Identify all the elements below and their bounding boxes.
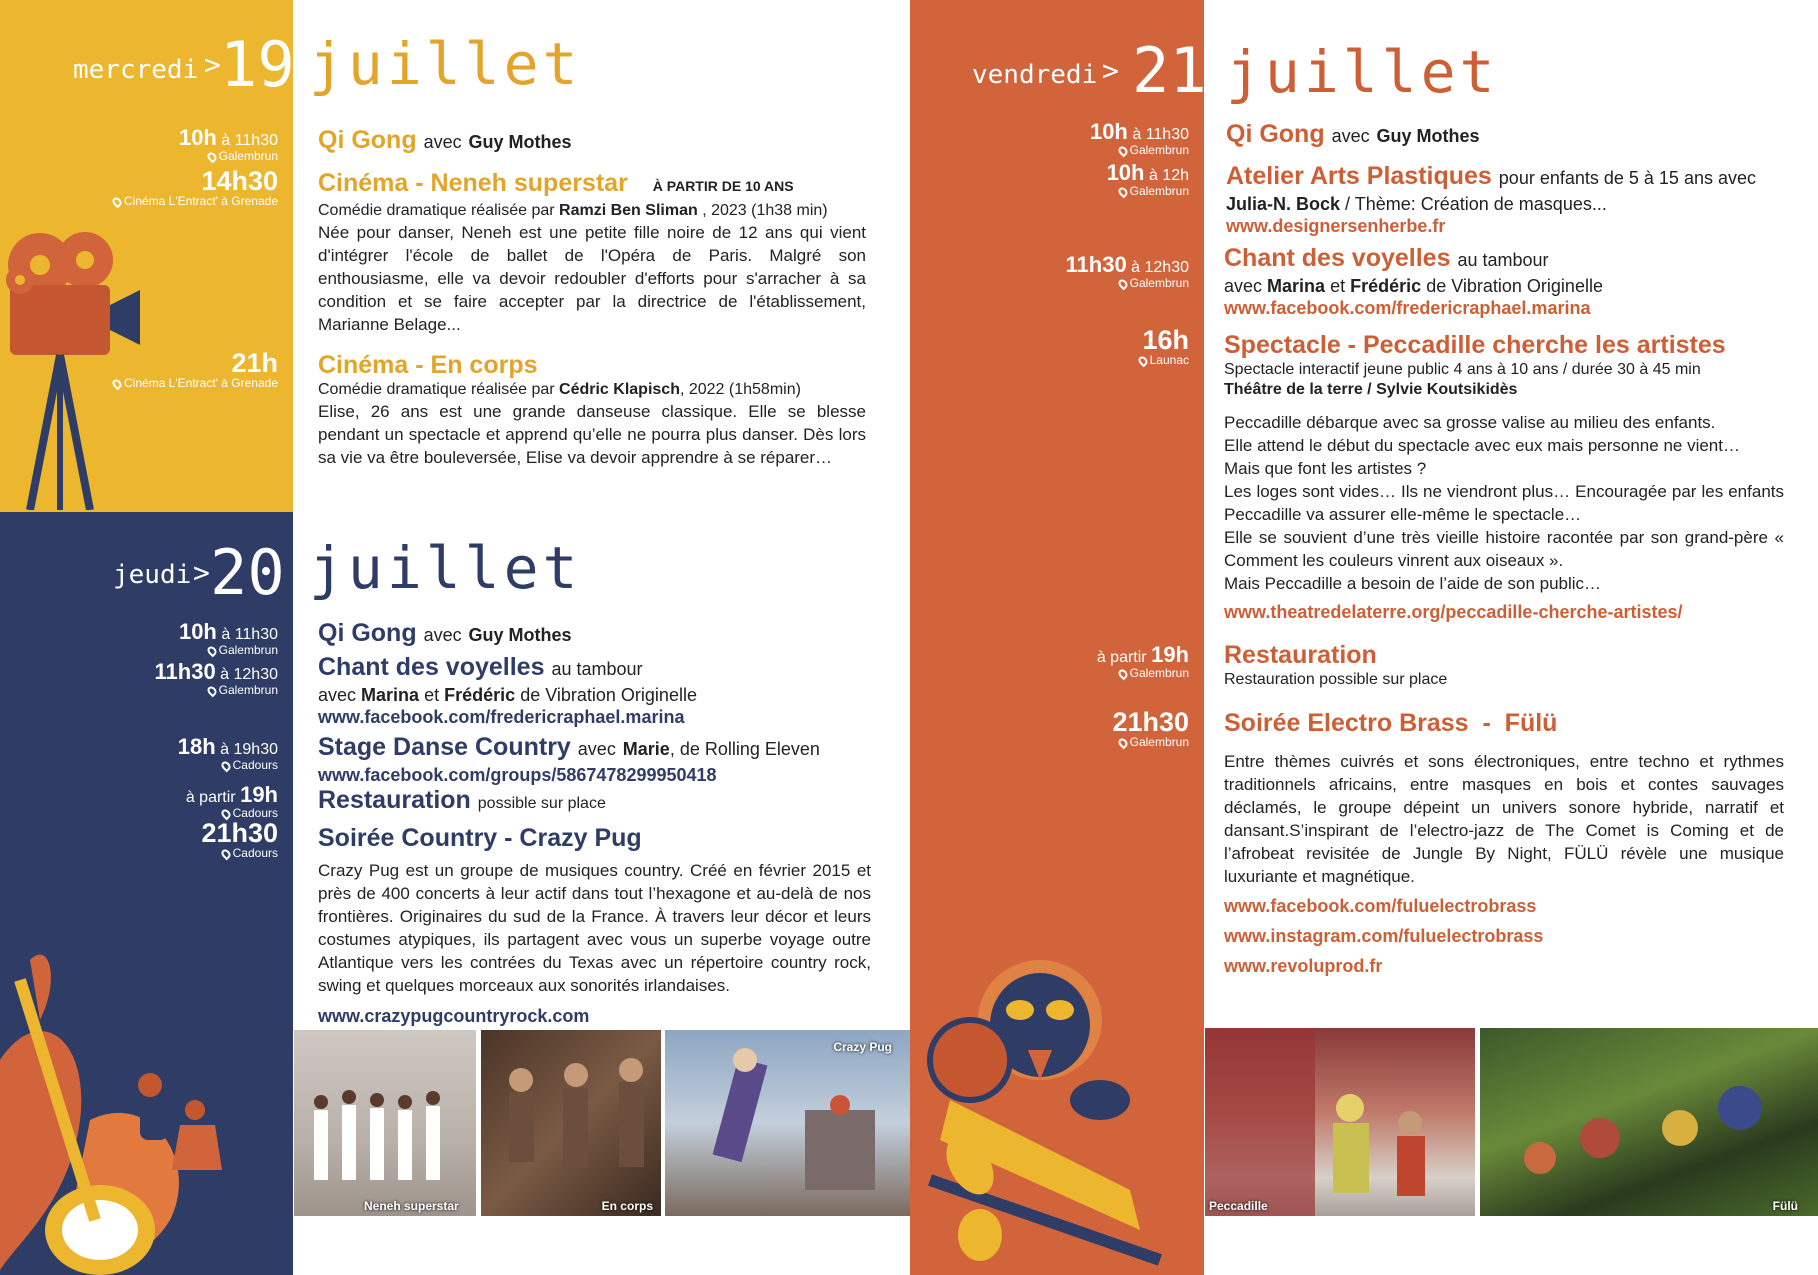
pin-icon bbox=[205, 644, 218, 657]
day21-event-qigong: Qi Gong avec Guy Mothes bbox=[1226, 120, 1480, 148]
pin-icon bbox=[219, 759, 232, 772]
day21-slot-3: 11h30 à 12h30 Galembrun bbox=[1065, 252, 1189, 290]
day20-slot-5: 21h30 Cadours bbox=[201, 818, 278, 860]
day20-event-soiree-country: Soirée Country - Crazy Pug Crazy Pug est un groupe de musiques country. Créé en février 2015 et près de 400 concerts à leur actif dans tout l’hexagone et au-delà de nos frontières. Originaires du sud de la France. À travers leur décor et leurs costumes atypiques, ils partagent avec vous un superbe voyage outre Atlantique vers les contrées du Texas avec un répertoire country rock, swing et quelques morceaux aux sonorités irlandaises. www.crazypugcountryrock.com bbox=[318, 824, 871, 1026]
day21-month: juillet bbox=[1226, 38, 1499, 106]
day21-event-soiree-electro: Soirée Electro Brass - Fülü Entre thèmes cuivrés et sons électroniques, entre techno et rythmes traditionnels africains, entre masques en bois et contes sauvages déclamés, le groupe dépeint un univers sonore hybride, narratif et dansant.S’inspirant de l’electro-jazz de The Comet is Coming et de l’afrobeat revisitée de Jungle By Night, FÜLÜ révèle une musique luxuriante et magnétique. www.facebook.com/fuluelectrobrass www.instagram.com/fuluelectrobrass www.revoluprod.fr bbox=[1224, 709, 1784, 976]
day21-header bbox=[910, 20, 1207, 110]
pin-icon bbox=[1116, 277, 1129, 290]
day20-arrow: > bbox=[193, 556, 210, 589]
day20-event-chant: Chant des voyelles au tambour avec Marina et Frédéric de Vibration Originelle www.facebook.com/fredericraphael.marina bbox=[318, 653, 878, 728]
banjo-dancers-icon bbox=[0, 940, 240, 1275]
day20-weekday: jeudi bbox=[113, 560, 192, 590]
photo-neneh-superstar: Neneh superstar bbox=[294, 1030, 476, 1216]
day20-header bbox=[0, 530, 293, 610]
day19-number: 19 bbox=[220, 28, 295, 101]
facebook-link[interactable]: www.facebook.com/fredericraphael.marina bbox=[318, 707, 685, 727]
day20-slot-1: 10h à 11h30 Galembrun bbox=[178, 619, 278, 657]
day21-slot-4: 16h Launac bbox=[910, 328, 1189, 367]
day20-event-restauration: Restauration possible sur place bbox=[318, 786, 606, 814]
day21-weekday: vendredi bbox=[972, 60, 1098, 90]
pin-icon bbox=[1136, 354, 1149, 367]
film-camera-icon bbox=[0, 225, 150, 510]
pin-icon bbox=[1116, 667, 1129, 680]
day19-slot-1: 10h à 11h30 Galembrun bbox=[178, 125, 278, 163]
facebook-fulu-link[interactable]: www.facebook.com/fuluelectrobrass bbox=[1224, 896, 1537, 916]
day20-event-qigong: Qi Gong avec Guy Mothes bbox=[318, 619, 572, 647]
photo-peccadille: Peccadille bbox=[1205, 1028, 1475, 1216]
day21-number: 21 bbox=[1132, 34, 1207, 107]
theatredelaterre-link[interactable]: www.theatredelaterre.org/peccadille-cherche-artistes/ bbox=[1224, 602, 1683, 622]
day20-month: juillet bbox=[309, 534, 582, 602]
african-mask-trumpet-icon bbox=[910, 950, 1204, 1275]
day21-arrow: > bbox=[1102, 54, 1119, 87]
day21-slot-6: 21h30 Galembrun bbox=[1112, 707, 1189, 749]
day19-month: juillet bbox=[309, 30, 582, 98]
day19-arrow: > bbox=[204, 48, 221, 81]
pin-icon bbox=[1116, 185, 1129, 198]
pin-icon bbox=[1116, 144, 1129, 157]
photo-fulu: Fülü bbox=[1480, 1028, 1818, 1216]
day19-event-cinema-encorps: Cinéma - En corps Comédie dramatique réalisée par Cédric Klapisch, 2022 (1h58min) Elise, 26 ans est une grande danseuse classique. Elle se blesse pendant un spectacle et apprend qu’elle ne pourra plus danser. Dès lors sa vie va être bouleversée, Elise va devoir apprendre à se réparer… bbox=[318, 351, 866, 467]
facebook-group-link[interactable]: www.facebook.com/groups/5867478299950418 bbox=[318, 765, 717, 785]
day19-slot-3: 21h Cinéma L'Entract' à Grenade bbox=[0, 351, 278, 390]
day19-event-qigong: Qi Gong avec Guy Mothes bbox=[318, 126, 572, 154]
day20-slot-3: 18h à 19h30 Cadours bbox=[177, 734, 278, 772]
day21-event-atelier: Atelier Arts Plastiques pour enfants de 5 à 15 ans avec Julia-N. Bock / Thème: Création de masques... www.designersenherbe.fr bbox=[1226, 162, 1796, 237]
day19-header bbox=[0, 20, 293, 100]
day19-event-cinema-neneh: Cinéma - Neneh superstar À PARTIR DE 10 ANS Comédie dramatique réalisée par Ramzi Ben Sliman , 2023 (1h38 min) Née pour danser, Neneh est une petite fille noire de 12 ans qui vient d'intégrer l'école de ballet de l'Opéra de Paris. Malgré son enthousiasme, elle va devoir redoubler d'efforts pour s'arracher à sa condition et se faire accepter par la directrice de l'établissement, Marianne Belage... bbox=[318, 169, 866, 334]
photo-en-corps: En corps bbox=[481, 1030, 661, 1216]
pin-icon bbox=[1116, 736, 1129, 749]
pin-icon bbox=[205, 150, 218, 163]
day20-event-danse-country: Stage Danse Country avec Marie, de Rolling Eleven www.facebook.com/groups/5867478299950418 bbox=[318, 733, 878, 786]
day20-slot-2: 11h30 à 12h30 Galembrun bbox=[154, 659, 278, 697]
day21-event-chant: Chant des voyelles au tambour avec Marina et Frédéric de Vibration Originelle www.facebook.com/fredericraphael.marina bbox=[1224, 244, 1784, 319]
pin-icon bbox=[111, 195, 124, 208]
photo-crazy-pug: Crazy Pug bbox=[665, 1030, 910, 1216]
day19-slot-2: 14h30 Cinéma L'Entract' à Grenade bbox=[0, 169, 278, 208]
pin-icon bbox=[205, 684, 218, 697]
crazypug-link[interactable]: www.crazypugcountryrock.com bbox=[318, 1006, 590, 1026]
pin-icon bbox=[219, 847, 232, 860]
day21-event-spectacle: Spectacle - Peccadille cherche les artistes Spectacle interactif jeune public 4 ans à 10 ans / durée 30 à 45 min Théâtre de la terre / Sylvie Koutsikidès Peccadille débarque avec sa grosse valise au milieu des enfants. Elle attend le début du spectacle avec eux mais personne ne vient… Mais que font les artistes ? Les loges sont vides… Ils ne viendront plus… Encouragée par les enfants Peccadille va assurer elle-même le spectacle… Elle se souvient d’une très vieille histoire racontée par son grand-père « Comment les couleurs vinrent aux oiseaux ». Mais Peccadille a besoin de l’aide de son public… www.theatredelaterre.org/peccadille-cherche-artistes/ bbox=[1224, 331, 1784, 622]
day21-event-restauration: Restauration Restauration possible sur place bbox=[1224, 641, 1448, 688]
day20-number: 20 bbox=[210, 536, 285, 609]
day19-weekday: mercredi bbox=[73, 55, 199, 85]
day20-slot-4: à partir 19h Cadours bbox=[185, 782, 278, 820]
revoluprod-link[interactable]: www.revoluprod.fr bbox=[1224, 956, 1383, 976]
day21-slot-5: à partir 19h Galembrun bbox=[1096, 642, 1189, 680]
instagram-fulu-link[interactable]: www.instagram.com/fuluelectrobrass bbox=[1224, 926, 1544, 946]
day21-slot-2: 10h à 12h Galembrun bbox=[1106, 160, 1189, 198]
day21-slot-1: 10h à 11h30 Galembrun bbox=[1089, 119, 1189, 157]
facebook-link[interactable]: www.facebook.com/fredericraphael.marina bbox=[1224, 298, 1591, 318]
designersenherbe-link[interactable]: www.designersenherbe.fr bbox=[1226, 216, 1446, 236]
